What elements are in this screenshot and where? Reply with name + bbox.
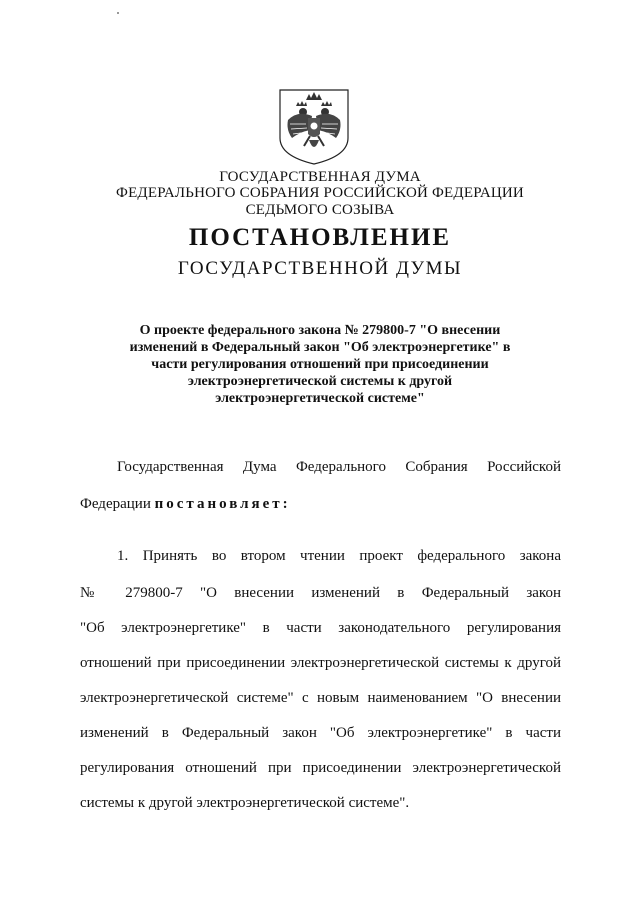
paragraph-1-line: регулирования отношений при присоединении электроэнергетической: [80, 760, 561, 776]
about-line: изменений в Федеральный закон "Об электроэнергетике" в: [129, 340, 511, 355]
document-title: ПОСТАНОВЛЕНИЕ: [188, 224, 452, 251]
header-line-1: ГОСУДАРСТВЕННАЯ ДУМА: [219, 169, 421, 185]
document-subtitle: ГОСУДАРСТВЕННОЙ ДУМЫ: [177, 258, 463, 279]
paragraph-1-line: системы к другой электроэнергетической системе".: [80, 795, 410, 811]
header-line-3: СЕДЬМОГО СОЗЫВА: [245, 202, 395, 218]
paragraph-1-line: 1. Принять во втором чтении проект федерального закона: [117, 548, 561, 564]
about-line: О проекте федерального закона № 279800-7 "О внесении: [139, 323, 501, 338]
about-line: электроэнергетической системы к другой: [187, 374, 453, 389]
intro-federation: Федерации: [80, 496, 155, 512]
paragraph-1-line: № 279800-7 "О внесении изменений в Федеральный закон: [80, 585, 561, 601]
intro-line-1: Государственная Дума Федерального Собрания Российской: [117, 459, 561, 475]
paragraph-1-line: отношений при присоединении электроэнергетической системы к другой: [80, 655, 561, 671]
intro-line-2: [80, 496, 561, 513]
paragraph-1-line: электроэнергетической системе" с новым наименованием "О внесении: [80, 690, 561, 706]
about-line: электроэнергетической системе": [215, 391, 425, 406]
scan-speck: [117, 12, 119, 14]
paragraph-1-line: "Об электроэнергетике" в части законодательного регулирования: [80, 620, 561, 636]
header-line-2: ФЕДЕРАЛЬНОГО СОБРАНИЯ РОССИЙСКОЙ ФЕДЕРАЦИИ: [116, 185, 524, 201]
double-headed-eagle-emblem-icon: [276, 86, 352, 166]
resolves-word: постановляет:: [154, 496, 291, 512]
about-line: части регулирования отношений при присоединении: [151, 357, 489, 372]
paragraph-1-line: изменений в Федеральный закон "Об электроэнергетике" в части: [80, 725, 561, 741]
about-block: [100, 322, 540, 407]
